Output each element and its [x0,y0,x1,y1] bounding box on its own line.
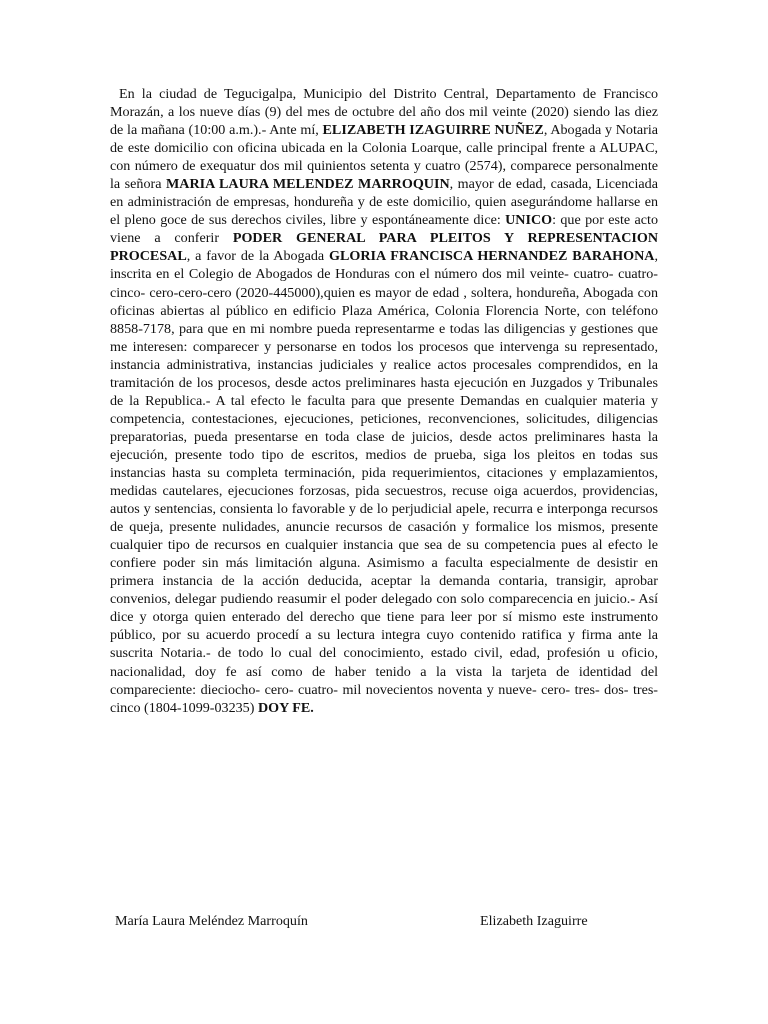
notary-name: ELIZABETH IZAGUIRRE NUÑEZ [322,122,544,139]
notarial-body-text [110,85,658,717]
grantor-name: MARIA LAURA MELENDEZ MARROQUIN [165,176,450,193]
text-segment: : que por este acto viene a conferir [110,212,659,247]
clause-label: UNICO [505,212,553,229]
text-segment: , mayor de edad, casada, Licenciada en administración de empresas, hondureña y de este domicilio, quien asegurándome hallarse en el pleno goce de sus derechos civiles, libre y espontáneamente dice: [110,176,658,229]
text-segment: , inscrita en el Colegio de Abogados de Honduras con el número dos mil veinte- cuatro- cuatro- cinco- cero-cero-cero (2020-445000),quien es mayor de edad , soltera, hondureña, Abogada con oficinas abiertas al público en edificio Plaza América, Colonia Florencia Norte, con teléfono 8858-7178, para que en mi nombre pueda representarme e todas las diligencias y gestiones que me interesen: comparecer y personarse en todos los procesos que intervenga su representado, instancia administrativa, instancias judiciales y realice actos procesales comprendidos, en la tramitación de los procesos, desde actos preliminares hasta ejecución en Juzgados y Tribunales de la Republica.- A tal efecto le faculta para que presente Demandas en cualquier materia y competencia, contestaciones, ejecuciones, peticiones, reconvenciones, solicitudes, diligencias preparatorias, pueda presentarse en toda clase de juicios, desde actos preliminares hasta la ejecución, presente todo tipo de escritos, medios de prueba, siga los pleitos en todas sus instancias hasta su completa terminación, pida requerimientos, citaciones y emplazamientos, medidas cautelares, ejecuciones forzosas, pida secuestros, recuse oiga acuerdos, providencias, autos y sentencias, consienta lo favorable y de lo perjudicial apele, recurra e interponga recursos de queja, presente nulidades, anuncie recursos de casación y formalice los mismos, presente cualquier tipo de recursos en cualquier instancia que sea de su competencia pues al efecto le confiere poder sin más limitación alguna. Asimismo a faculta especialmente de desistir en primera instancia de la acción deducida, aceptar la demanda contaria, transigir, aprobar convenios, delegar pudiendo reasumir el poder delegado con solo comparecencia en juicio.- Así dice y otorga quien enterado del derecho que tiene para leer por sí mismo este instrumento público, por su acuerdo procedí a su lectura integra cuyo contenido ratifica y firma ante la suscrita Notaria.- de todo lo cual del conocimiento, estado civil, edad, profesión u oficio, nacionalidad, doy fe así como de haber tenido a la vista la tarjeta de identidad del compareciente: dieciocho- cero- cuatro- mil novecientos noventa y nueve- cero- tres- dos- tres-cinco (1804-1099-03235) [110,248,658,716]
text-segment: , a favor de la Abogada [186,248,329,265]
notary-signature-name: Elizabeth Izaguirre [480,913,588,929]
power-type: PODER GENERAL PARA PLEITOS Y REPRESENTACION PROCESAL [110,230,658,265]
closing-attestation: DOY FE. [257,699,314,716]
attorney-name: GLORIA FRANCISCA HERNANDEZ BARAHONA [329,248,655,265]
text-segment: , Abogada y Notaria de este domicilio con oficina ubicada en la Colonia Loarque, calle principal frente a ALUPAC, con número de exequatur dos mil quinientos setenta y cuatro (2574), comparece personalmente la señora [110,122,659,193]
grantor-signature-name: María Laura Meléndez Marroquín [115,913,308,929]
text-segment: En la ciudad de Tegucigalpa, Municipio del Distrito Central, Departamento de Francisco Morazán, a los nueve días (9) del mes de octubre del año dos mil veinte (2020) siendo las diez de la mañana (10:00 a.m.).- Ante mí, [110,86,658,139]
signature-block [0,913,768,933]
